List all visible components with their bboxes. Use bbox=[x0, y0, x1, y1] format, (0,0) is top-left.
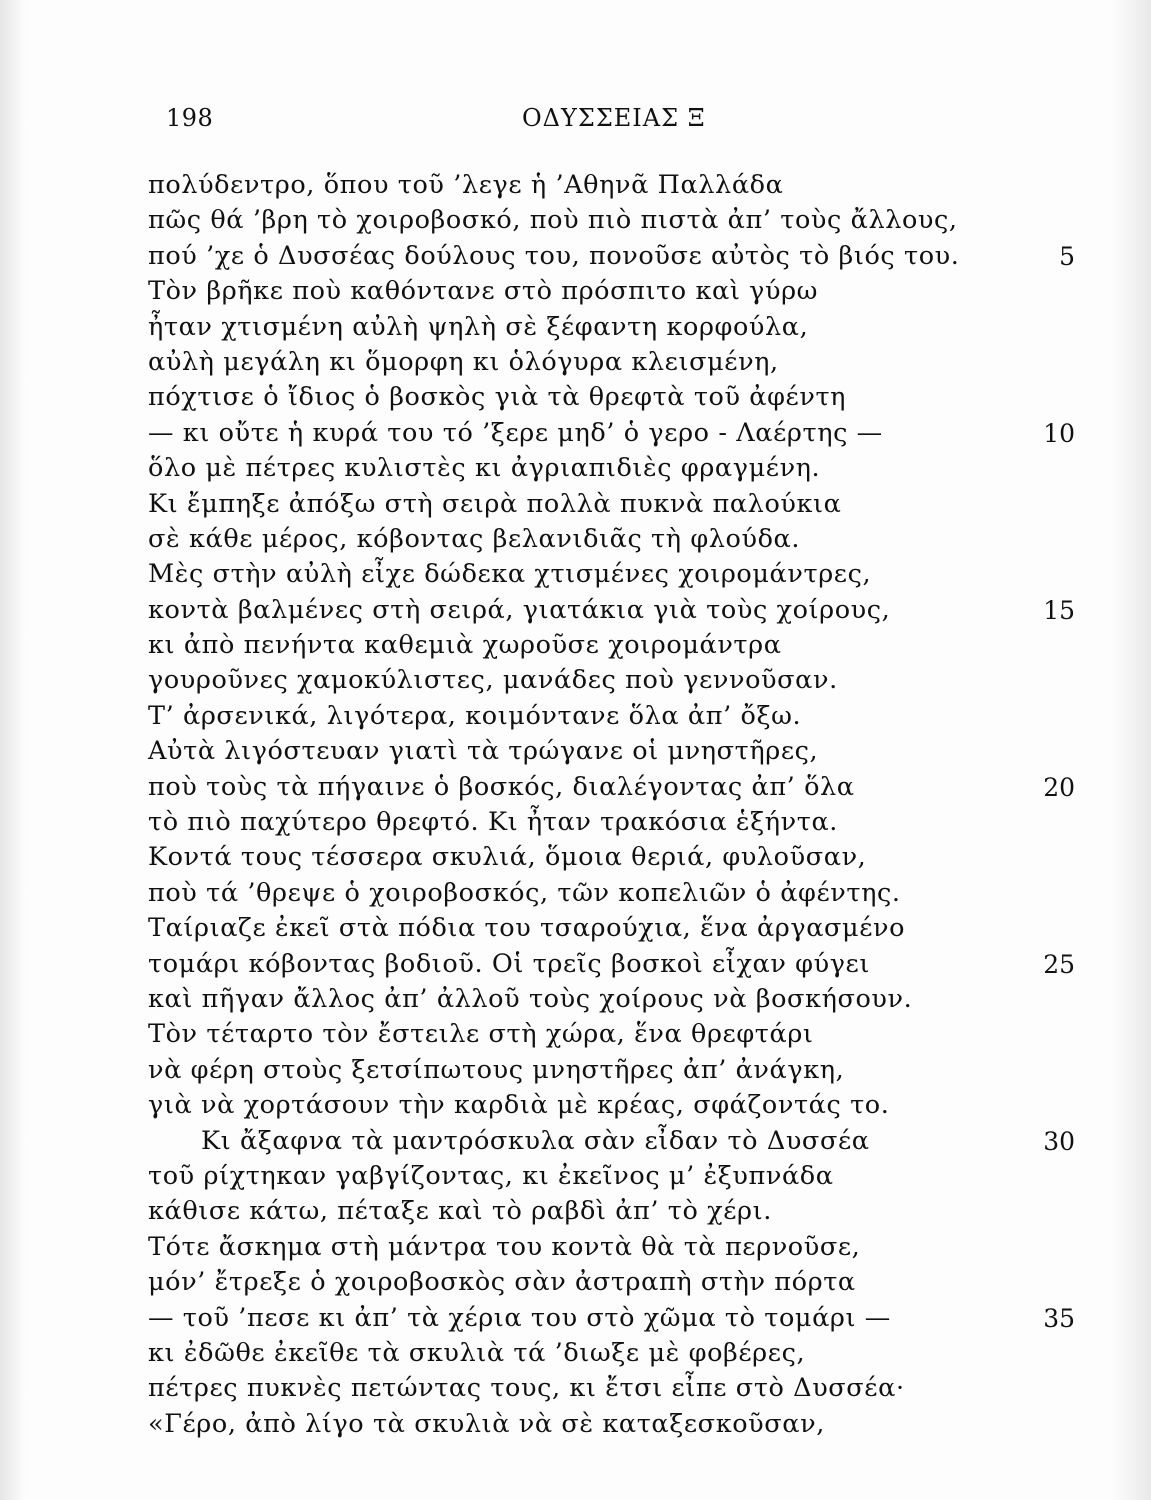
verse-line bbox=[0, 310, 1151, 345]
verse-text: πού ’χε ὁ Δυσσέας δούλους του, πονοῦσε αὐτὸς τὸ βιός του. bbox=[148, 240, 960, 271]
verse-line bbox=[0, 1301, 1151, 1336]
line-number: 15 bbox=[1043, 595, 1075, 625]
page-header bbox=[0, 104, 1151, 140]
verse-text: καὶ πῆγαν ἄλλος ἀπ’ ἀλλοῦ τοὺς χοίρους νὰ βοσκήσουν. bbox=[148, 983, 913, 1014]
verse-text: μόν’ ἔτρεξε ὁ χοιροβοσκὸς σὰν ἀστραπὴ στὴν πόρτα bbox=[148, 1267, 856, 1298]
running-title: ΟΔΥΣΣΕΙΑΣ Ξ bbox=[522, 104, 706, 132]
verse-text: ποὺ τοὺς τὰ πήγαινε ὁ βοσκός, διαλέγοντας ἀπ’ ὅλα bbox=[148, 771, 855, 802]
line-number: 10 bbox=[1043, 418, 1075, 448]
verse-text: τὸ πιὸ παχύτερο θρεφτό. Κι ἦταν τρακόσια ἑξήντα. bbox=[148, 807, 839, 838]
verse-text: Μὲς στὴν αὐλὴ εἶχε δώδεκα χτισμένες χοιρομάντρες, bbox=[148, 559, 872, 590]
verse-text: Ταίριαζε ἐκεῖ στὰ πόδια του τσαρούχια, ἕνα ἀργασμένο bbox=[148, 913, 906, 944]
verse-line bbox=[0, 557, 1151, 592]
verse-line bbox=[0, 1265, 1151, 1300]
verse-line bbox=[0, 203, 1151, 238]
verse-text: κοντὰ βαλμένες στὴ σειρά, γιατάκια γιὰ τοὺς χοίρους, bbox=[148, 594, 891, 625]
verse-text: Κι ἄξαφνα τὰ μαντρόσκυλα σὰν εἶδαν τὸ Δυσσέα bbox=[201, 1125, 870, 1156]
verse-text: νὰ φέρη στοὺς ξετσίπωτους μνηστῆρες ἀπ’ ἀνάγκη, bbox=[148, 1054, 845, 1085]
verse-line bbox=[0, 1336, 1151, 1371]
verse-line bbox=[0, 593, 1151, 628]
verse-line bbox=[0, 1230, 1151, 1265]
verse-line bbox=[0, 416, 1151, 451]
verse-line bbox=[0, 770, 1151, 805]
verse-line bbox=[0, 522, 1151, 557]
verse-line bbox=[0, 911, 1151, 946]
line-number: 5 bbox=[1059, 241, 1075, 271]
verse-text: κι ἀπὸ πενήντα καθεμιὰ χωροῦσε χοιρομάντρα bbox=[148, 630, 782, 661]
verse-text: πέτρες πυκνὲς πετώντας τους, κι ἔτσι εἶπε στὸ Δυσσέα· bbox=[148, 1373, 905, 1404]
verse-text: ποὺ τά ’θρεψε ὁ χοιροβοσκός, τῶν κοπελιῶν ὁ ἀφέντης. bbox=[148, 877, 901, 908]
verse-line bbox=[0, 487, 1151, 522]
verse-line bbox=[0, 734, 1151, 769]
verse-text: ἦταν χτισμένη αὐλὴ ψηλὴ σὲ ξέφαντη κορφούλα, bbox=[148, 311, 809, 342]
verse-text: κάθισε κάτω, πέταξε καὶ τὸ ραβδὶ ἀπ’ τὸ χέρι. bbox=[148, 1196, 772, 1227]
verse-line bbox=[0, 947, 1151, 982]
verse-line bbox=[0, 1194, 1151, 1229]
verse-text: «Γέρο, ἀπὸ λίγο τὰ σκυλιὰ νὰ σὲ καταξεσκοῦσαν, bbox=[148, 1408, 825, 1439]
verse-line bbox=[0, 699, 1151, 734]
verse-text: Τὸν βρῆκε ποὺ καθόντανε στὸ πρόσπιτο καὶ γύρω bbox=[148, 276, 819, 307]
verse-line bbox=[0, 345, 1151, 380]
line-number: 30 bbox=[1043, 1126, 1075, 1156]
verse-line bbox=[0, 628, 1151, 663]
verse-line bbox=[0, 1159, 1151, 1194]
verse-text: κι ἐδῶθε ἐκεῖθε τὰ σκυλιὰ τά ’διωξε μὲ φοβέρες, bbox=[148, 1337, 806, 1368]
verse-text: Τότε ἄσκημα στὴ μάντρα του κοντὰ θὰ τὰ περνοῦσε, bbox=[148, 1231, 861, 1262]
verse-line bbox=[0, 1017, 1151, 1052]
verse-text: πῶς θά ’βρη τὸ χοιροβοσκό, ποὺ πιὸ πιστὰ ἀπ’ τοὺς ἄλλους, bbox=[148, 205, 958, 236]
verse-text: — τοῦ ’πεσε κι ἀπ’ τὰ χέρια του στὸ χῶμα τὸ τομάρι — bbox=[148, 1302, 891, 1333]
poem-text bbox=[0, 168, 1151, 1442]
verse-text: Κι ἔμπηξε ἀπόξω στὴ σειρὰ πολλὰ πυκνὰ παλούκια bbox=[148, 488, 842, 519]
verse-line bbox=[0, 451, 1151, 486]
verse-line bbox=[0, 982, 1151, 1017]
verse-text: τομάρι κόβοντας βοδιοῦ. Οἱ τρεῖς βοσκοὶ εἶχαν φύγει bbox=[148, 948, 870, 979]
verse-line bbox=[0, 1053, 1151, 1088]
verse-text: γιὰ νὰ χορτάσουν τὴν καρδιὰ μὲ κρέας, σφάζοντάς το. bbox=[148, 1090, 890, 1121]
verse-text: τοῦ ρίχτηκαν γαβγίζοντας, κι ἐκεῖνος μ’ ἐξυπνάδα bbox=[148, 1160, 834, 1191]
page-number: 198 bbox=[166, 104, 214, 132]
verse-text: Αὐτὰ λιγόστευαν γιατὶ τὰ τρώγανε οἱ μνηστῆρες, bbox=[148, 736, 819, 767]
line-number: 20 bbox=[1043, 772, 1075, 802]
verse-text: — κι οὔτε ἡ κυρά του τό ’ξερε μηδ’ ὁ γερο - Λαέρτης — bbox=[148, 417, 883, 448]
verse-line bbox=[0, 840, 1151, 875]
verse-text: γουροῦνες χαμοκύλιστες, μανάδες ποὺ γεννοῦσαν. bbox=[148, 665, 838, 696]
verse-line bbox=[0, 168, 1151, 203]
verse-line bbox=[0, 876, 1151, 911]
verse-text: Κοντά τους τέσσερα σκυλιά, ὅμοια θεριά, φυλοῦσαν, bbox=[148, 842, 867, 873]
verse-text: πολύδεντρο, ὅπου τοῦ ’λεγε ἡ ’Αθηνᾶ Παλλάδα bbox=[148, 170, 784, 200]
line-number: 35 bbox=[1043, 1303, 1075, 1333]
verse-line bbox=[0, 380, 1151, 415]
verse-line bbox=[0, 663, 1151, 698]
verse-line bbox=[0, 1088, 1151, 1123]
verse-text: αὐλὴ μεγάλη κι ὅμορφη κι ὁλόγυρα κλεισμένη, bbox=[148, 346, 779, 377]
verse-text: σὲ κάθε μέρος, κόβοντας βελανιδιᾶς τὴ φλούδα. bbox=[148, 523, 801, 554]
verse-line bbox=[0, 1371, 1151, 1406]
verse-line bbox=[0, 805, 1151, 840]
verse-text: πόχτισε ὁ ἴδιος ὁ βοσκὸς γιὰ τὰ θρεφτὰ τοῦ ἀφέντη bbox=[148, 382, 847, 413]
verse-line bbox=[0, 274, 1151, 309]
line-number: 25 bbox=[1043, 949, 1075, 979]
verse-text: ὅλο μὲ πέτρες κυλιστὲς κι ἀγριαπιδιὲς φραγμένη. bbox=[148, 453, 821, 484]
verse-line bbox=[0, 239, 1151, 274]
verse-line bbox=[0, 1124, 1151, 1159]
verse-line bbox=[0, 1407, 1151, 1442]
verse-text: Τ’ ἀρσενικά, λιγότερα, κοιμόντανε ὅλα ἀπ’ ὄξω. bbox=[148, 700, 802, 731]
verse-text: Τὸν τέταρτο τὸν ἔστειλε στὴ χώρα, ἕνα θρεφτάρι bbox=[148, 1019, 814, 1050]
